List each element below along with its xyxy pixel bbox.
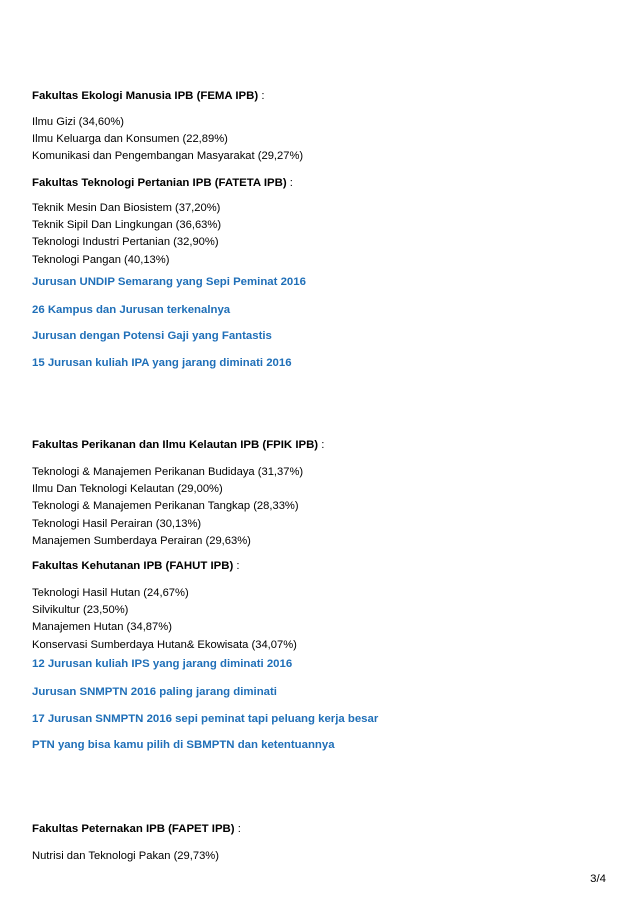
list-item: Teknologi & Manajemen Perikanan Budidaya (31,37%) [32,466,304,478]
section-heading: Fakultas Ekologi Manusia IPB (FEMA IPB) : [32,90,265,102]
list-item: Komunikasi dan Pengembangan Masyarakat (29,27%) [32,150,304,163]
list-item: Konservasi Sumberdaya Hutan& Ekowisata (34,07%) [32,638,297,651]
related-article-link[interactable]: 17 Jurusan SNMPTN 2016 sepi peminat tapi peluang kerja besar [32,713,379,725]
list-item: Teknik Mesin Dan Biosistem (37,20%) [32,202,221,214]
section-heading: Fakultas Peternakan IPB (FAPET IPB) : [32,823,241,835]
list-item: Teknologi & Manajemen Perikanan Tangkap (28,33%) [32,500,299,513]
list-item: Teknologi Hasil Hutan (24,67%) [32,587,189,599]
related-article-link[interactable]: Jurusan dengan Potensi Gaji yang Fantastis [32,330,272,342]
section-fateta [32,176,614,190]
section-fema [32,89,614,103]
section-fahut-list [32,585,614,654]
section-heading: Fakultas Teknologi Pertanian IPB (FATETA IPB) : [32,177,293,189]
list-item: Manajemen Hutan (34,87%) [32,621,172,634]
related-article-link[interactable]: 15 Jurusan kuliah IPA yang jarang diminati 2016 [32,357,292,369]
section-fpik [32,438,614,452]
page-number: 3/4 [590,873,606,885]
list-item: Teknologi Pangan (40,13%) [32,253,170,266]
section-heading: Fakultas Perikanan dan Ilmu Kelautan IPB (FPIK IPB) : [32,439,325,451]
section-fema-list [32,114,614,166]
related-article-link[interactable]: 26 Kampus dan Jurusan terkenalnya [32,304,231,316]
related-article-link[interactable]: 12 Jurusan kuliah IPS yang jarang diminati 2016 [32,658,293,670]
list-item: Teknologi Industri Pertanian (32,90%) [32,236,219,249]
section-fahut [32,559,614,573]
list-item: Nutrisi dan Teknologi Pakan (29,73%) [32,850,219,862]
related-article-link[interactable]: Jurusan UNDIP Semarang yang Sepi Peminat 2016 [32,276,306,288]
list-item: Manajemen Sumberdaya Perairan (29,63%) [32,534,251,547]
list-item: Ilmu Dan Teknologi Kelautan (29,00%) [32,483,223,496]
list-item: Ilmu Gizi (34,60%) [32,116,125,128]
section-heading: Fakultas Kehutanan IPB (FAHUT IPB) : [32,560,240,572]
related-article-link[interactable]: PTN yang bisa kamu pilih di SBMPTN dan ketentuannya [32,739,335,751]
section-fateta-list [32,200,614,269]
section-fpik-list [32,464,614,550]
section-fapet-list [32,848,614,865]
list-item: Teknik Sipil Dan Lingkungan (36,63%) [32,219,222,232]
section-fapet [32,822,614,836]
list-item: Teknologi Hasil Perairan (30,13%) [32,517,202,530]
list-item: Silvikultur (23,50%) [32,604,129,617]
related-article-link[interactable]: Jurusan SNMPTN 2016 paling jarang diminati [32,686,277,698]
list-item: Ilmu Keluarga dan Konsumen (22,89%) [32,133,228,146]
